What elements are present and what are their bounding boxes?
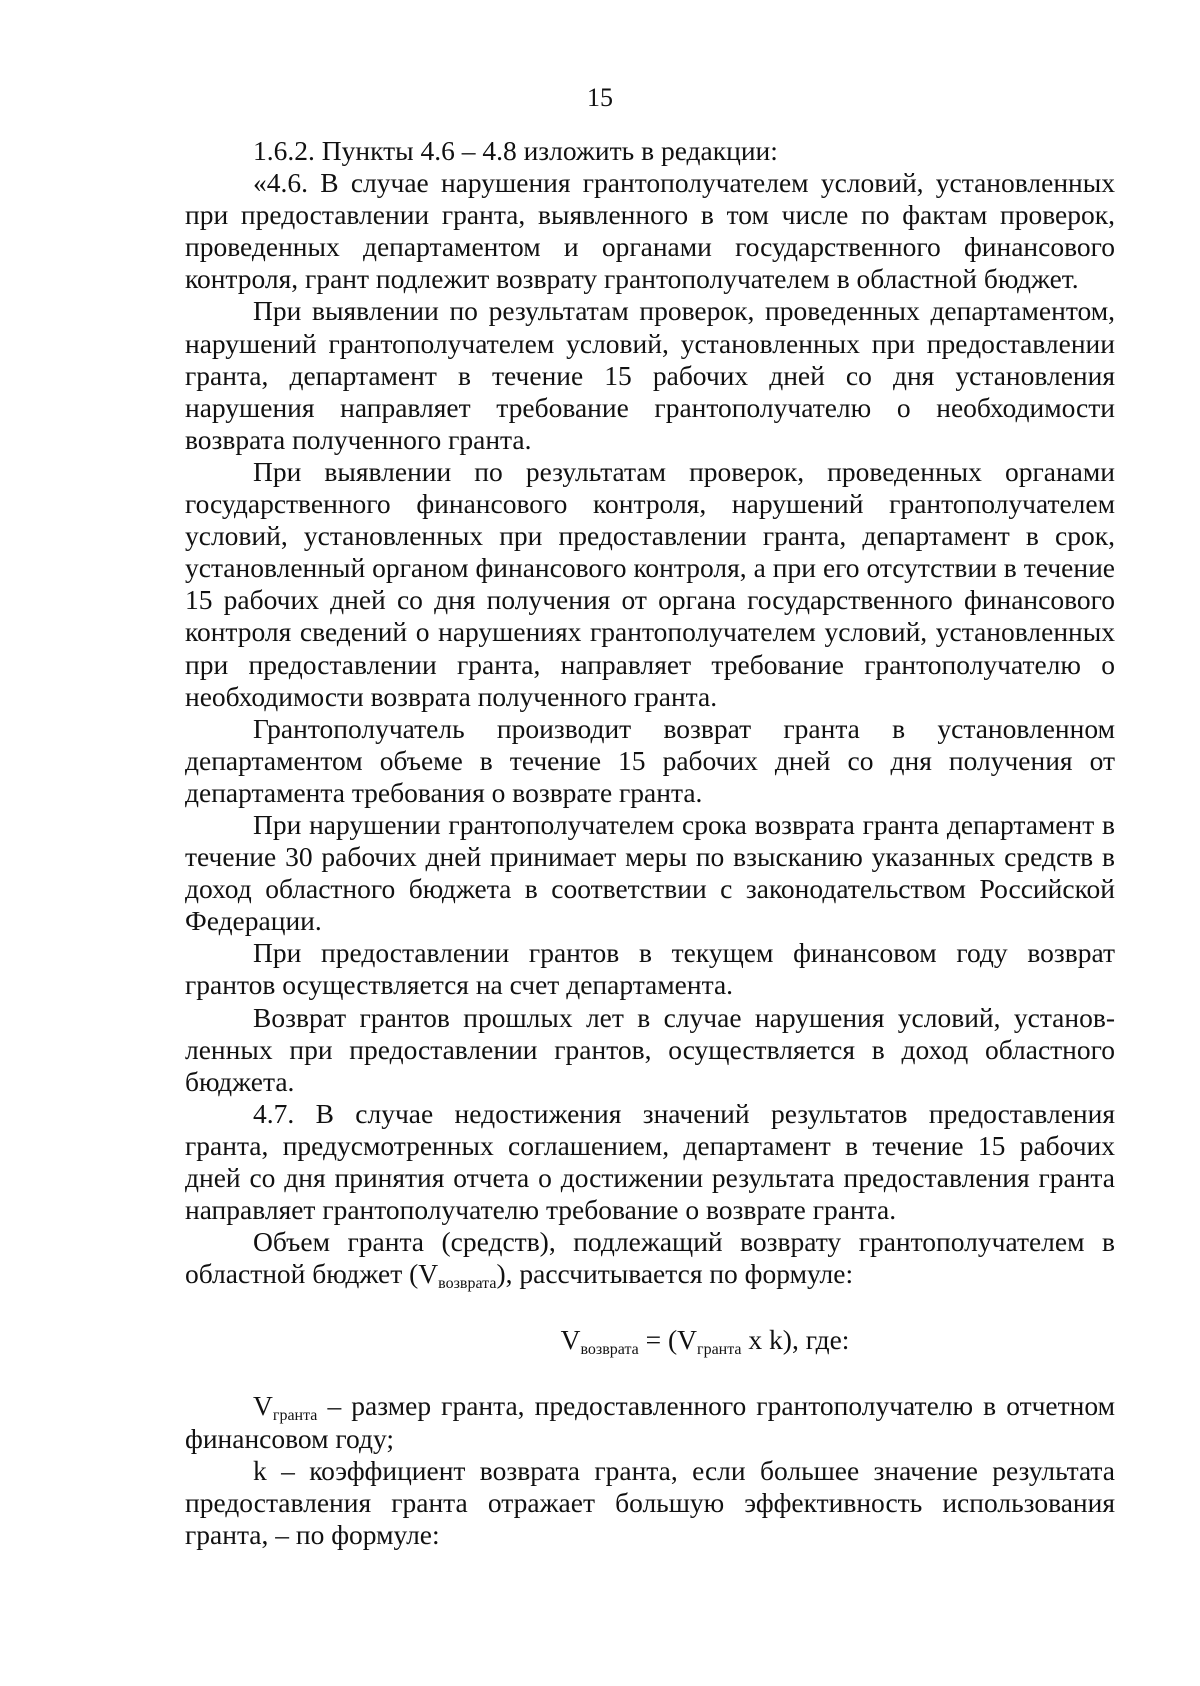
paragraph-past-years: Возврат грантов прошлых лет в случае нарушения условий, установленных при предоставлении грантов, осуществляется в доход областного бюджета. — [185, 1001, 1115, 1097]
definition-v-symbol: V — [253, 1390, 273, 1422]
volume-text-before: Объем гранта (средств), подлежащий возврату грантополучателем в областной бюджет (V — [185, 1226, 1115, 1290]
definition-k: k – коэффициент возврата гранта, если большее значение результата предоставления гранта отражает большую эффективность использования гранта, – по формуле: — [185, 1454, 1115, 1550]
formula-eq: = (V — [638, 1324, 698, 1356]
paragraph-current-year: При предоставлении грантов в текущем финансовом году возврат грантов осуществляется на счет департамента. — [185, 937, 1115, 1001]
paragraph-financial-control: При выявлении по результатам проверок, проведенных органами государственного финансового контроля, нарушений грантополучателем условий, установленных при предоставлении гранта, департамент в срок, установленный органом финансового контроля, а при его отсутствии в течение 15 рабочих дней со дня получения от органа государственного финансового контроля сведений о нарушениях грантополучателем условий, установленных при предоставлении гранта, направляет требование грантополучателю о необходимости возврата полученного гранта. — [185, 455, 1115, 712]
definition-v-text: – размер гранта, предоставленного грантополучателю в отчетном финансовом году; — [185, 1390, 1115, 1454]
formula-v1: V — [560, 1324, 581, 1356]
paragraph-deadline-violation: При нарушении грантополучателем срока возврата гранта департамент в течение 30 рабочих дней принимает меры по взысканию указанных средств в доход областного бюджета в соответствии с законодательством Российской Федерации. — [185, 808, 1115, 937]
paragraph-department-check: При выявлении по результатам проверок, проведенных департаментом, нарушений грантополучателем условий, установленных при предоставлении гранта, департамент в течение 15 рабочих дней со дня установления нарушения направляет требование грантополучателю о необходимости возврата полученного гранта. — [185, 295, 1115, 455]
volume-subscript: возврата — [438, 1275, 497, 1293]
section-heading: 1.6.2. Пункты 4.6 – 4.8 изложить в редакции: — [253, 135, 778, 166]
paragraph-4-6: «4.6. В случае нарушения грантополучателем условий, установленных при предоставлении гранта, выявленного в том числе по фактам проверок, проведенных департаментом и органами государственного финансового контроля, грант подлежит возврату грантополучателем в областной бюджет. — [185, 167, 1115, 295]
paragraph-4-7: 4.7. В случае недостижения значений результатов предоставления гранта, предусмотренных соглашением, департамент в течение 15 рабочих дней со дня принятия отчета о достижении результата предоставления гранта направляет грантополучателю требование о возврате гранта. — [185, 1097, 1115, 1226]
paragraph-grantee-return: Грантополучатель производит возврат гранта в установленном департаментом объеме в течение 15 рабочих дней со дня получения от департамента требования о возврате гранта. — [185, 712, 1115, 808]
formula-sub1: возврата — [580, 1341, 639, 1359]
document-body — [185, 135, 1115, 1551]
page-number: 15 — [587, 83, 613, 112]
paragraph-volume — [185, 1226, 1115, 1293]
formula-sub2: гранта — [697, 1341, 742, 1359]
formula-rest: x k), где: — [741, 1324, 850, 1356]
definition-v-grant — [185, 1390, 1115, 1454]
formula — [185, 1290, 1115, 1390]
volume-text-after: ), рассчитывается по формуле: — [496, 1258, 854, 1290]
definition-v-subscript: гранта — [272, 1407, 318, 1425]
